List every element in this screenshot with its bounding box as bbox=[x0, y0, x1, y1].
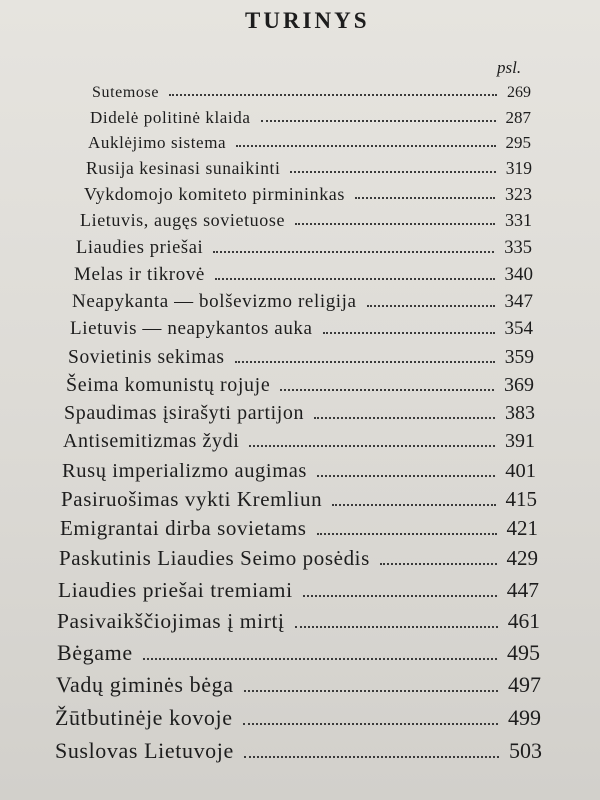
dot-leader bbox=[290, 171, 495, 173]
toc-entry-page: 401 bbox=[505, 459, 536, 482]
toc-entry-title: Lietuvis, augęs sovietuose bbox=[80, 210, 286, 230]
toc-entry-page: 391 bbox=[505, 430, 535, 452]
toc-entry bbox=[0, 203, 532, 231]
dot-leader bbox=[323, 332, 495, 334]
toc-entry bbox=[0, 423, 535, 453]
toc-entry-title: Žūtbutinėje kovoje bbox=[55, 705, 233, 730]
toc-entry-page: 335 bbox=[504, 237, 532, 258]
page-title: TURINYS bbox=[245, 8, 370, 33]
toc-entry-page: 429 bbox=[506, 546, 538, 570]
toc-entry-title: Auklėjimo sistema bbox=[88, 133, 227, 152]
dot-leader bbox=[367, 305, 495, 307]
toc-entry-title: Rusų imperializmo augimas bbox=[62, 459, 308, 482]
dot-leader bbox=[236, 145, 495, 147]
dot-leader bbox=[317, 475, 495, 477]
toc-entry-title: Pasiruošimas vykti Kremliun bbox=[61, 487, 323, 511]
toc-entry-title: Lietuvis — neapykantos auka bbox=[70, 318, 313, 339]
toc-entry bbox=[0, 571, 539, 603]
toc-entry-page: 295 bbox=[505, 133, 531, 152]
toc-entry bbox=[0, 151, 532, 179]
dot-leader bbox=[380, 563, 497, 565]
toc-entry-page: 331 bbox=[505, 210, 532, 230]
toc-entry-page: 503 bbox=[509, 738, 542, 763]
toc-entry-page: 340 bbox=[504, 264, 533, 285]
dot-leader bbox=[215, 278, 495, 280]
toc-entry-page: 269 bbox=[507, 84, 531, 101]
dot-leader bbox=[213, 251, 494, 253]
dot-leader bbox=[295, 223, 495, 225]
toc-entry bbox=[0, 230, 532, 259]
toc-entry bbox=[0, 284, 533, 313]
page-column-label: psl. bbox=[497, 58, 522, 77]
toc-entry bbox=[0, 311, 533, 340]
toc-entry-page: 415 bbox=[505, 487, 537, 511]
toc-entry-title: Bėgame bbox=[57, 640, 133, 665]
dot-leader bbox=[249, 445, 495, 447]
dot-leader bbox=[243, 723, 498, 725]
toc-entry-page: 287 bbox=[505, 108, 531, 127]
toc-entry-page: 319 bbox=[505, 157, 532, 178]
toc-entry-title: Pasivaikščiojimas į mirtį bbox=[57, 608, 285, 633]
toc-entry bbox=[0, 101, 531, 128]
dot-leader bbox=[235, 361, 495, 363]
toc-entry-title: Neapykanta — bolševizmo religija bbox=[72, 291, 357, 312]
toc-entry-title: Melas ir tikrovė bbox=[74, 264, 205, 285]
dot-leader bbox=[261, 120, 496, 122]
toc-entry bbox=[0, 481, 537, 512]
dot-leader bbox=[280, 389, 494, 391]
toc-entry-title: Vykdomojo komiteto pirmininkas bbox=[84, 184, 345, 204]
toc-entry-title: Spaudimas įsirašyti partijon bbox=[64, 402, 305, 424]
toc-entry bbox=[0, 699, 541, 731]
toc-entry-page: 447 bbox=[506, 577, 539, 602]
dot-leader bbox=[295, 626, 498, 628]
toc-entry-title: Rusija kesinasi sunaikinti bbox=[86, 157, 281, 178]
dot-leader bbox=[332, 504, 495, 506]
dot-leader bbox=[169, 94, 497, 96]
dot-leader bbox=[303, 595, 497, 597]
toc-entry bbox=[0, 540, 538, 571]
toc-entry bbox=[0, 666, 541, 698]
toc-entry-title: Sutemose bbox=[92, 84, 160, 101]
toc-entry bbox=[0, 510, 538, 541]
toc-entry bbox=[0, 634, 540, 666]
toc-entry bbox=[0, 339, 534, 369]
toc-entry-title: Šeima komunistų rojuje bbox=[66, 374, 271, 396]
toc-entry bbox=[0, 126, 531, 153]
dot-leader bbox=[244, 690, 498, 692]
toc-entry-page: 369 bbox=[504, 374, 534, 396]
toc-entry-title: Antisemitizmas žydi bbox=[63, 430, 240, 452]
toc-entry-title: Sovietinis sekimas bbox=[68, 346, 225, 368]
dot-leader bbox=[314, 417, 495, 419]
toc-entry-title: Liaudies priešai bbox=[76, 237, 204, 258]
toc-entry bbox=[0, 76, 531, 102]
toc-entry-title: Emigrantai dirba sovietams bbox=[60, 516, 307, 540]
toc-entry-page: 323 bbox=[505, 184, 532, 204]
toc-entry-title: Didelė politinė klaida bbox=[90, 108, 251, 127]
toc-entry-page: 421 bbox=[506, 516, 538, 540]
toc-entry-page: 461 bbox=[507, 608, 540, 633]
toc-entry bbox=[0, 257, 533, 286]
toc-entry-page: 497 bbox=[508, 672, 541, 697]
toc-entry-title: Paskutinis Liaudies Seimo posėdis bbox=[59, 546, 370, 570]
toc-entry bbox=[0, 732, 542, 764]
toc-entry-title: Suslovas Lietuvoje bbox=[55, 738, 234, 763]
dot-leader bbox=[244, 756, 499, 758]
dot-leader bbox=[317, 533, 497, 535]
dot-leader bbox=[143, 658, 497, 660]
toc-entry-page: 495 bbox=[507, 640, 540, 665]
toc-entry-page: 499 bbox=[508, 705, 541, 730]
toc-entry bbox=[0, 177, 532, 205]
toc-entry-page: 359 bbox=[504, 346, 534, 368]
toc-entry-title: Vadų giminės bėga bbox=[56, 672, 234, 697]
toc-entry bbox=[0, 395, 535, 425]
dot-leader bbox=[355, 197, 495, 199]
toc-entry-title: Liaudies priešai tremiami bbox=[58, 577, 293, 602]
toc-entry-page: 383 bbox=[505, 402, 535, 424]
toc-entry-page: 347 bbox=[504, 291, 533, 312]
toc-entry-page: 354 bbox=[504, 318, 533, 339]
toc-entry bbox=[0, 602, 540, 634]
toc-entry bbox=[0, 452, 536, 483]
toc-entry bbox=[0, 367, 534, 397]
